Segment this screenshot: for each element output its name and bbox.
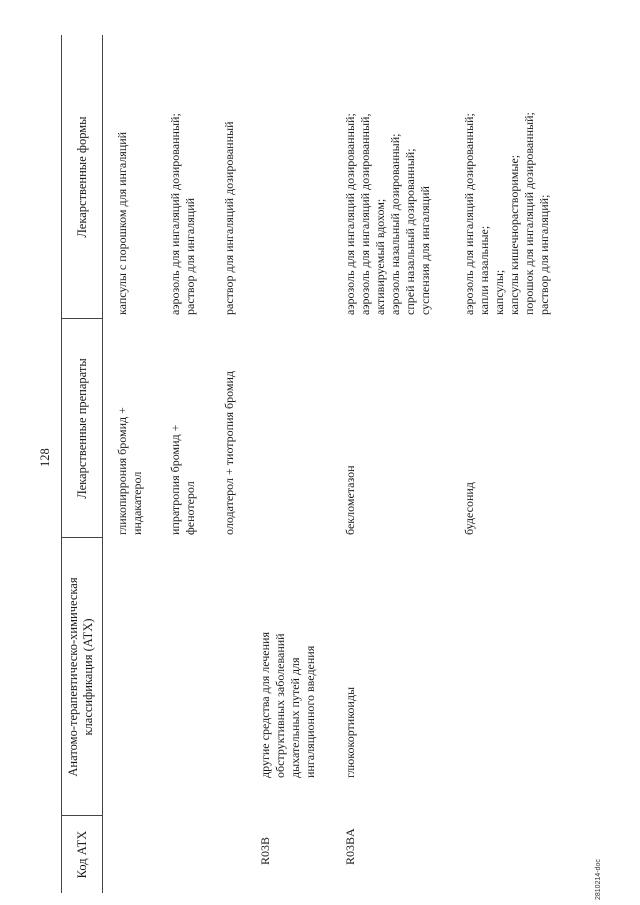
dosage-form: аэрозоль для ингаляций дозированный; [168,113,182,315]
table-row [115,132,130,315]
drug-name: индакатерол [130,471,144,535]
dosage-form: порошок для ингаляций дозированный; [522,112,536,315]
table-row [343,465,358,535]
dosage-form: раствор для ингаляций дозированный [222,121,236,315]
dosage-form: аэрозоль для ингаляций дозированный, [358,113,372,315]
drug-name: беклометазон [343,465,357,535]
table-row [462,112,552,315]
drug-name: гликопиррония бромид + [115,407,129,535]
table-row [343,113,433,315]
page-number: 128 [38,448,52,467]
table-row [222,371,237,535]
dosage-form: капсулы кишечнорастворимые; [507,154,521,315]
drug-name: будесонид [462,482,476,535]
dosage-form: аэрозоль для ингаляций дозированный; [462,113,476,315]
dosage-form: капсулы с порошком для ингаляций [115,131,129,315]
header-forms: Лекарственные формы [75,116,89,238]
drug-name: олодатерол + тиотропия бромид [222,370,236,535]
atc-code: R03B [258,836,272,865]
atc-classification: другие средства для лечения обструктивных заболеваний дыхательных путей для ингаляционного введения [258,632,317,778]
drug-name: ипратропия бромид + [168,424,182,535]
table-row [462,482,477,535]
table-row [168,425,198,535]
atc-classification: глюкокортикоиды [343,686,357,778]
dosage-form: раствор для ингаляций [183,197,197,315]
header-classification: Анатомо-терапевтическо-химическая классификация (АТХ) [66,577,95,777]
dosage-form: активируемый вдохом; [373,198,387,315]
header-drugs: Лекарственные препараты [75,358,89,499]
footer-document-code: 2810214-doc [595,859,602,900]
table-row [168,113,198,315]
atc-code: R03BA [343,828,357,865]
dosage-form: аэрозоль назальный дозированный; [388,133,402,315]
dosage-form: аэрозоль для ингаляций дозированный; [343,113,357,315]
dosage-form: раствор для ингаляций; [537,194,551,315]
table-row [115,407,145,535]
table-top-border [61,35,62,893]
header-code: Код АТХ [75,830,89,879]
dosage-form: суспензия для ингаляций [418,186,432,315]
header-bottom-border [102,35,103,893]
dosage-form: капли назальные; [477,225,491,315]
dosage-form: спрей назальный дозированный; [403,148,417,315]
drug-name: фенотерол [183,481,197,535]
table-row [222,122,237,316]
dosage-form: капсулы; [492,269,506,315]
